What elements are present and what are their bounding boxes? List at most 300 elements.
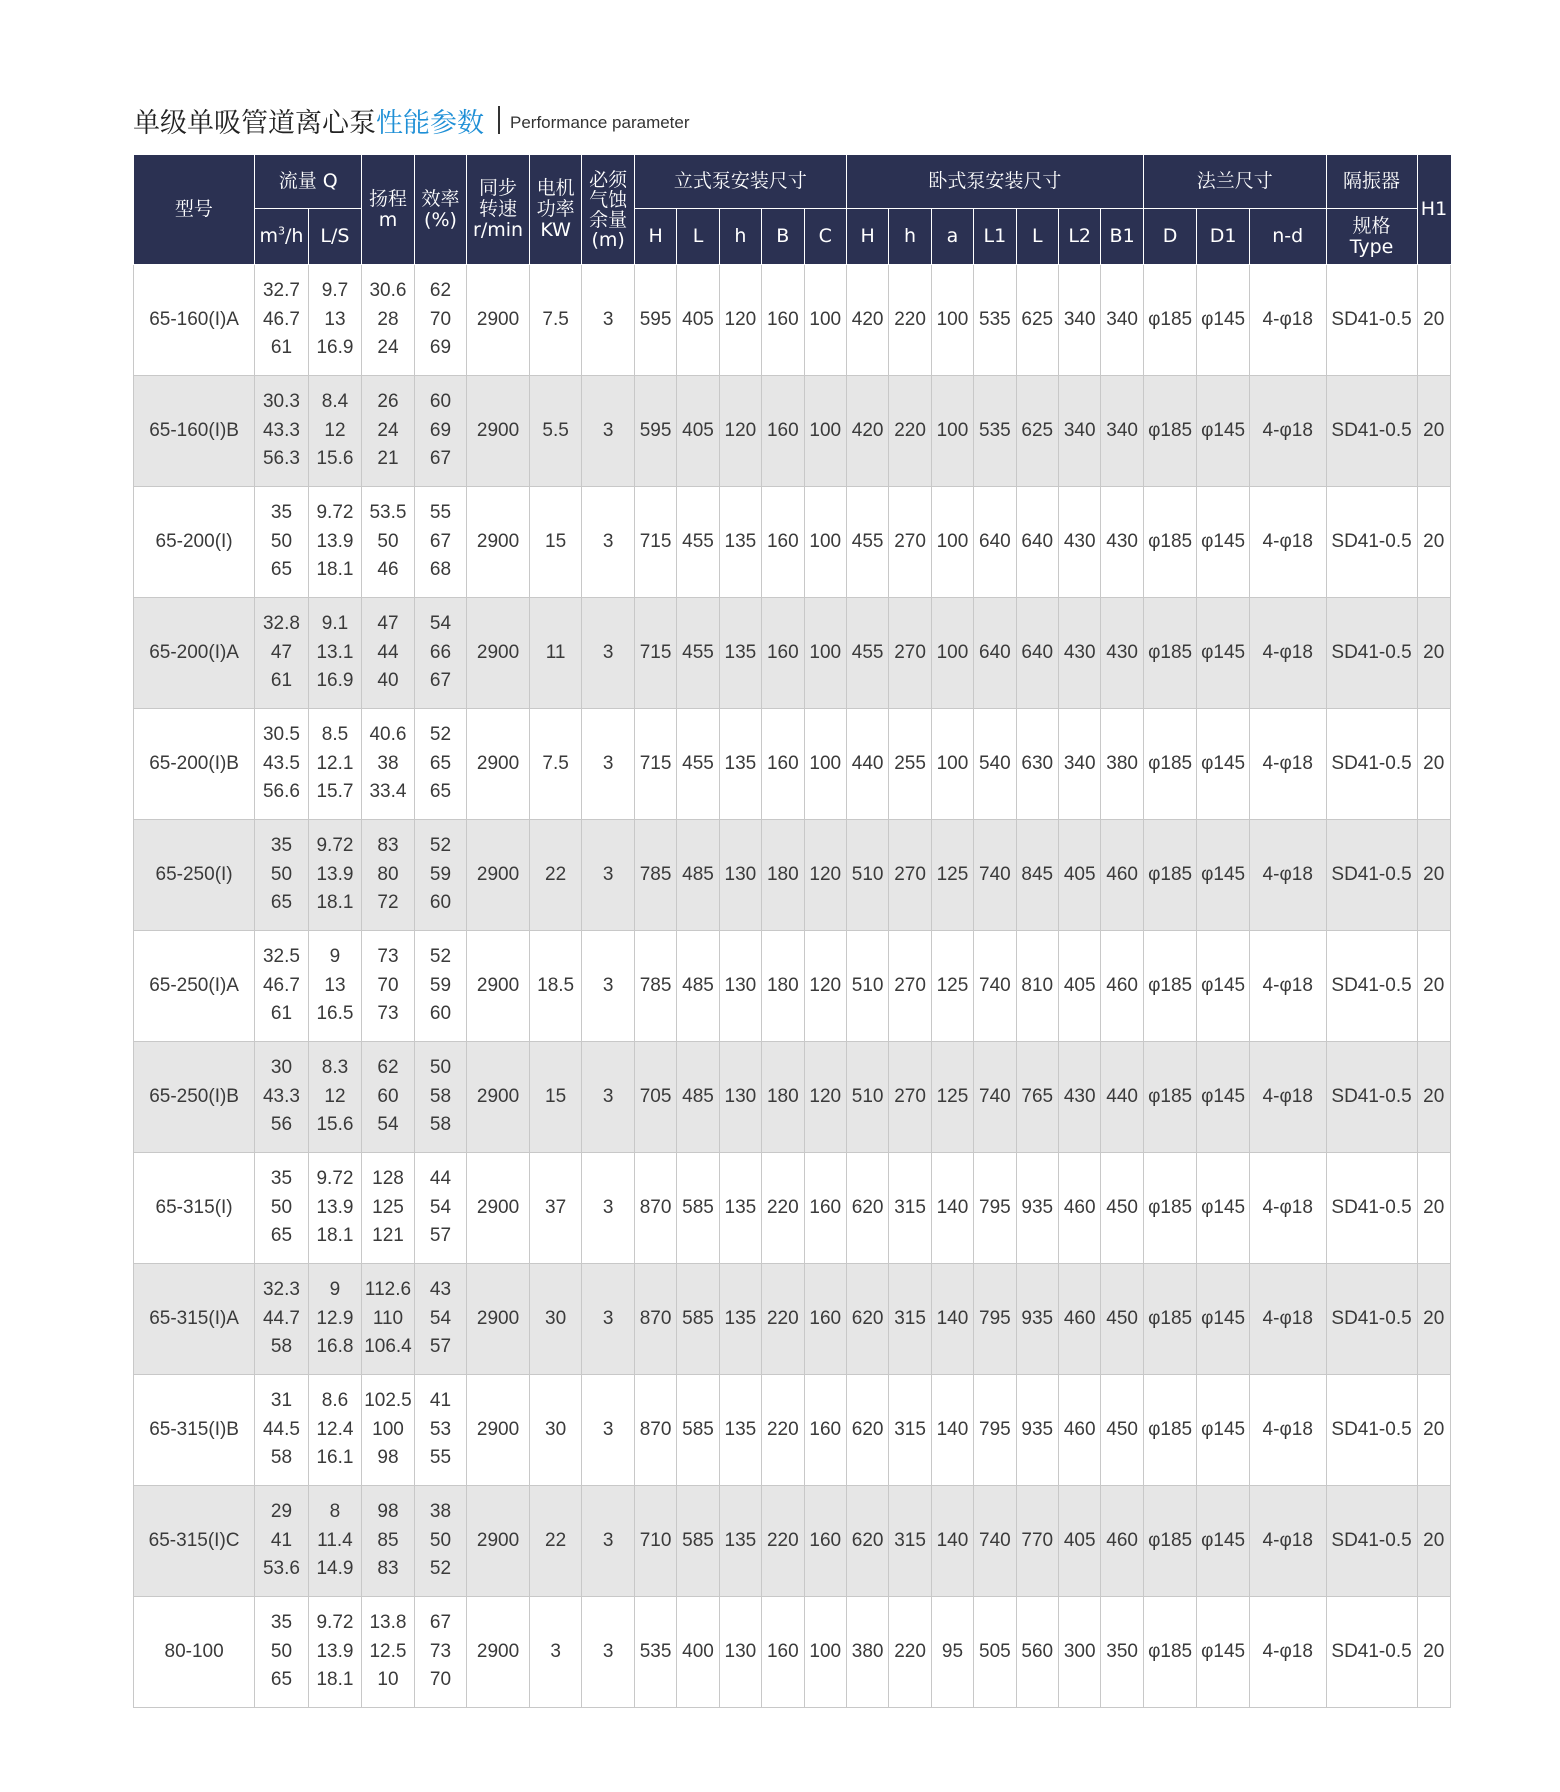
cell-efficiency [414,1153,467,1264]
cell-flange-dim: φ185 [1143,931,1197,1042]
cell-head-value: 50 [377,530,399,552]
cell-efficiency-value: 58 [429,1085,452,1107]
cell-vertical-dim: 455 [677,709,719,820]
cell-model: 65-315(I)C [134,1486,255,1597]
cell-npsh: 3 [582,1597,635,1708]
header-h-col: L [1016,209,1058,265]
cell-horizontal-dim: 620 [846,1486,888,1597]
cell-flow-ls [308,1486,362,1597]
header-isolator-type: 规格 Type [1326,209,1417,265]
cell-h1: 20 [1417,1264,1451,1375]
cell-horizontal-dim: 460 [1058,1375,1100,1486]
cell-horizontal-dim: 220 [889,265,931,376]
cell-flange-dim: 4-φ18 [1249,1153,1326,1264]
cell-horizontal-dim: 270 [889,820,931,931]
cell-npsh: 3 [582,1264,635,1375]
cell-h1: 20 [1417,1042,1451,1153]
cell-horizontal-dim: 640 [1016,598,1058,709]
cell-power: 30 [529,1375,582,1486]
cell-isolator: SD41-0.5 [1326,931,1417,1042]
cell-head-value: 40.6 [369,724,407,746]
cell-head [362,1264,415,1375]
cell-horizontal-dim: 100 [931,487,973,598]
cell-efficiency-value: 68 [429,559,452,581]
cell-flange-dim: φ145 [1197,1042,1250,1153]
cell-horizontal-dim: 440 [1101,1042,1143,1153]
cell-vertical-dim: 120 [804,1042,846,1153]
cell-npsh: 3 [582,598,635,709]
cell-vertical-dim: 485 [677,820,719,931]
cell-flange-dim: φ185 [1143,709,1197,820]
cell-model: 65-200(I)B [134,709,255,820]
cell-horizontal-dim: 630 [1016,709,1058,820]
cell-head-value: 24 [377,337,399,359]
cell-vertical-dim: 160 [762,376,804,487]
header-flow-ls: L/S [308,209,362,265]
cell-horizontal-dim: 315 [889,1264,931,1375]
cell-vertical-dim: 160 [762,598,804,709]
cell-horizontal-dim: 450 [1101,1264,1143,1375]
cell-model: 65-200(I)A [134,598,255,709]
cell-flow-m3h-value: 32.8 [262,613,300,635]
performance-table [133,155,1451,1708]
cell-horizontal-dim: 740 [974,1042,1016,1153]
cell-vertical-dim: 705 [634,1042,676,1153]
cell-power: 30 [529,1264,582,1375]
header-v-col: L [677,209,719,265]
cell-speed: 2900 [467,820,530,931]
cell-flange-dim: φ145 [1197,1597,1250,1708]
cell-efficiency-value: 65 [429,781,452,803]
cell-efficiency-value: 52 [429,1558,452,1580]
cell-h1: 20 [1417,1597,1451,1708]
cell-efficiency-value: 52 [429,724,452,746]
cell-power: 15 [529,487,582,598]
cell-vertical-dim: 100 [804,709,846,820]
cell-efficiency-value: 50 [429,1057,452,1079]
cell-head [362,1597,415,1708]
cell-head-value: 80 [377,863,399,885]
cell-head-value: 73 [377,946,399,968]
cell-flow-m3h-value: 53.6 [262,1558,300,1580]
cell-vertical-dim: 120 [804,931,846,1042]
cell-flow-m3h-value: 50 [270,1196,293,1218]
cell-vertical-dim: 130 [719,1042,761,1153]
cell-head-value: 62 [377,1057,399,1079]
cell-flange-dim: φ185 [1143,1486,1197,1597]
cell-npsh: 3 [582,1486,635,1597]
cell-speed: 2900 [467,265,530,376]
cell-head-value: 128 [372,1168,404,1190]
cell-h1: 20 [1417,1375,1451,1486]
cell-flange-dim: 4-φ18 [1249,487,1326,598]
cell-flow-m3h-value: 44.5 [262,1418,300,1440]
cell-horizontal-dim: 95 [931,1597,973,1708]
cell-flow-ls-value: 9.72 [316,1168,354,1190]
cell-flow-ls-value: 8.5 [321,724,349,746]
cell-horizontal-dim: 460 [1058,1153,1100,1264]
header-h-col: a [931,209,973,265]
cell-efficiency-value: 57 [429,1336,452,1358]
cell-vertical-dim: 220 [762,1264,804,1375]
cell-vertical-dim: 220 [762,1486,804,1597]
cell-efficiency [414,1042,467,1153]
cell-flow-m3h [255,1042,309,1153]
cell-efficiency-value: 50 [429,1529,452,1551]
cell-speed: 2900 [467,1486,530,1597]
cell-head-value: 83 [377,1558,399,1580]
cell-power: 22 [529,1486,582,1597]
cell-vertical-dim: 485 [677,931,719,1042]
cell-horizontal-dim: 125 [931,931,973,1042]
cell-flow-m3h-value: 65 [270,892,293,914]
cell-flow-m3h [255,1153,309,1264]
table-row [134,598,1451,709]
cell-horizontal-dim: 935 [1016,1375,1058,1486]
cell-h1: 20 [1417,1153,1451,1264]
cell-horizontal-dim: 420 [846,376,888,487]
cell-flange-dim: φ145 [1197,1486,1250,1597]
cell-efficiency-value: 55 [429,502,452,524]
table-row [134,931,1451,1042]
cell-flange-dim: φ185 [1143,1375,1197,1486]
cell-isolator: SD41-0.5 [1326,265,1417,376]
cell-efficiency-value: 55 [429,1447,452,1469]
cell-vertical-dim: 160 [804,1264,846,1375]
cell-flange-dim: φ185 [1143,376,1197,487]
cell-head-value: 26 [377,391,399,413]
cell-head [362,709,415,820]
cell-flow-m3h-value: 31 [270,1390,293,1412]
cell-head-value: 53.5 [369,502,407,524]
header-head: 扬程 m [362,155,415,265]
cell-vertical-dim: 710 [634,1486,676,1597]
cell-vertical-dim: 595 [634,265,676,376]
cell-flow-m3h-value: 32.3 [262,1279,300,1301]
cell-vertical-dim: 585 [677,1375,719,1486]
header-horizontal-dims: 卧式泵安装尺寸 [846,155,1143,209]
title-divider [498,106,500,134]
cell-vertical-dim: 180 [762,931,804,1042]
cell-vertical-dim: 135 [719,1153,761,1264]
cell-flange-dim: φ185 [1143,1153,1197,1264]
cell-efficiency-value: 60 [429,1003,452,1025]
cell-flange-dim: 4-φ18 [1249,820,1326,931]
cell-vertical-dim: 135 [719,709,761,820]
cell-speed: 2900 [467,598,530,709]
cell-efficiency-value: 59 [429,974,452,996]
cell-horizontal-dim: 430 [1058,487,1100,598]
cell-horizontal-dim: 510 [846,931,888,1042]
cell-flow-ls-value: 9.72 [316,835,354,857]
cell-vertical-dim: 535 [634,1597,676,1708]
cell-head-value: 73 [377,1003,399,1025]
cell-horizontal-dim: 795 [974,1264,1016,1375]
cell-flow-ls [308,820,362,931]
cell-head [362,820,415,931]
cell-vertical-dim: 405 [677,376,719,487]
cell-head-value: 100 [372,1418,404,1440]
cell-flow-ls-value: 16.9 [316,670,354,692]
cell-head-value: 28 [377,308,399,330]
cell-vertical-dim: 400 [677,1597,719,1708]
table-row [134,1597,1451,1708]
cell-vertical-dim: 870 [634,1375,676,1486]
cell-flow-m3h-value: 29 [270,1501,293,1523]
cell-flange-dim: φ145 [1197,931,1250,1042]
cell-efficiency-value: 44 [429,1168,452,1190]
table-row [134,1153,1451,1264]
header-v-col: C [804,209,846,265]
cell-horizontal-dim: 640 [974,598,1016,709]
cell-head-value: 13.8 [369,1612,407,1634]
cell-horizontal-dim: 430 [1058,1042,1100,1153]
cell-efficiency-value: 67 [429,530,452,552]
header-flow-m3h: $m^3/h$ [255,209,309,265]
cell-head-value: 70 [377,974,399,996]
cell-flow-m3h [255,1486,309,1597]
cell-flow-m3h-value: 46.7 [262,974,300,996]
cell-flow-m3h [255,487,309,598]
cell-flow-m3h-value: 35 [270,835,293,857]
cell-head-value: 40 [377,670,399,692]
cell-efficiency [414,1597,467,1708]
header-npsh: 必须 气蚀 余量 (m) [582,155,635,265]
header-model: 型号 [134,155,255,265]
cell-flange-dim: φ145 [1197,709,1250,820]
cell-horizontal-dim: 140 [931,1486,973,1597]
cell-horizontal-dim: 125 [931,820,973,931]
cell-flange-dim: 4-φ18 [1249,1375,1326,1486]
cell-npsh: 3 [582,1375,635,1486]
cell-vertical-dim: 785 [634,820,676,931]
cell-flow-m3h-value: 41 [270,1529,293,1551]
cell-model: 65-200(I) [134,487,255,598]
cell-power: 3 [529,1597,582,1708]
cell-horizontal-dim: 450 [1101,1153,1143,1264]
cell-flow-ls-value: 11.4 [317,1529,353,1551]
cell-efficiency-value: 53 [429,1418,452,1440]
cell-efficiency-value: 60 [429,892,452,914]
cell-head [362,1375,415,1486]
cell-efficiency-value: 54 [429,1196,452,1218]
header-h1: H1 [1417,155,1451,265]
cell-flow-ls [308,1042,362,1153]
page-title [133,100,690,140]
cell-speed: 2900 [467,376,530,487]
cell-flow-m3h-value: 30 [270,1057,293,1079]
cell-vertical-dim: 180 [762,820,804,931]
cell-flange-dim: 4-φ18 [1249,265,1326,376]
cell-isolator: SD41-0.5 [1326,820,1417,931]
cell-flow-ls-value: 9 [329,1279,341,1301]
cell-horizontal-dim: 535 [974,265,1016,376]
cell-horizontal-dim: 270 [889,598,931,709]
cell-flow-ls-value: 13.9 [316,1196,354,1218]
cell-head-value: 98 [377,1501,399,1523]
cell-horizontal-dim: 255 [889,709,931,820]
cell-vertical-dim: 130 [719,1597,761,1708]
cell-horizontal-dim: 125 [931,1042,973,1153]
cell-horizontal-dim: 455 [846,598,888,709]
cell-head-value: 24 [377,419,399,441]
cell-efficiency-value: 54 [429,1307,452,1329]
cell-flow-ls-value: 16.9 [316,337,354,359]
cell-horizontal-dim: 270 [889,487,931,598]
cell-horizontal-dim: 795 [974,1375,1016,1486]
cell-vertical-dim: 585 [677,1153,719,1264]
cell-flow-m3h-value: 43.3 [262,419,300,441]
cell-horizontal-dim: 100 [931,709,973,820]
cell-horizontal-dim: 560 [1016,1597,1058,1708]
cell-efficiency-value: 43 [429,1279,452,1301]
cell-vertical-dim: 135 [719,487,761,598]
cell-horizontal-dim: 405 [1058,1486,1100,1597]
header-h-col: L2 [1058,209,1100,265]
cell-speed: 2900 [467,1597,530,1708]
cell-horizontal-dim: 505 [974,1597,1016,1708]
cell-horizontal-dim: 770 [1016,1486,1058,1597]
cell-efficiency [414,487,467,598]
cell-horizontal-dim: 640 [1016,487,1058,598]
header-f-col: D1 [1197,209,1250,265]
header-v-col: B [762,209,804,265]
cell-flow-m3h [255,709,309,820]
cell-head-value: 106.4 [364,1336,412,1358]
cell-head [362,1486,415,1597]
cell-npsh: 3 [582,487,635,598]
cell-horizontal-dim: 510 [846,820,888,931]
cell-efficiency [414,1375,467,1486]
cell-model: 65-315(I)A [134,1264,255,1375]
cell-flow-ls-value: 13 [324,308,346,330]
cell-flow-ls-value: 9.1 [321,613,349,635]
cell-flow-m3h-value: 65 [270,1669,293,1691]
cell-flow-m3h-value: 35 [270,502,293,524]
cell-efficiency-value: 58 [429,1114,452,1136]
cell-head [362,487,415,598]
header-speed: 同步 转速 r/min [467,155,530,265]
cell-vertical-dim: 715 [634,709,676,820]
cell-efficiency-value: 69 [429,419,452,441]
cell-efficiency-value: 62 [429,280,452,302]
cell-vertical-dim: 785 [634,931,676,1042]
cell-flow-ls-value: 13.1 [316,641,354,663]
cell-horizontal-dim: 740 [974,931,1016,1042]
cell-flow-ls-value: 15.6 [316,1114,354,1136]
cell-head-value: 98 [377,1447,399,1469]
cell-isolator: SD41-0.5 [1326,1486,1417,1597]
cell-horizontal-dim: 350 [1101,1597,1143,1708]
cell-flow-ls-value: 12.1 [316,752,354,774]
cell-flow-ls [308,1597,362,1708]
cell-head-value: 121 [372,1225,404,1247]
cell-flow-ls-value: 12.9 [316,1307,354,1329]
cell-h1: 20 [1417,1486,1451,1597]
cell-flow-ls-value: 18.1 [316,559,354,581]
header-h-col: h [889,209,931,265]
cell-vertical-dim: 100 [804,265,846,376]
cell-power: 7.5 [529,265,582,376]
cell-horizontal-dim: 765 [1016,1042,1058,1153]
cell-efficiency-value: 38 [429,1501,452,1523]
cell-power: 7.5 [529,709,582,820]
cell-flange-dim: φ185 [1143,487,1197,598]
cell-head-value: 33.4 [369,781,407,803]
cell-flow-ls-value: 13.9 [316,1640,354,1662]
cell-flow-m3h [255,1375,309,1486]
cell-efficiency [414,709,467,820]
table-row [134,709,1451,820]
cell-vertical-dim: 135 [719,598,761,709]
cell-flow-m3h-value: 56 [270,1114,293,1136]
cell-horizontal-dim: 270 [889,931,931,1042]
cell-vertical-dim: 455 [677,598,719,709]
cell-horizontal-dim: 845 [1016,820,1058,931]
cell-flange-dim: φ145 [1197,820,1250,931]
cell-h1: 20 [1417,265,1451,376]
cell-flow-ls [308,265,362,376]
cell-h1: 20 [1417,709,1451,820]
cell-head [362,1042,415,1153]
cell-flow-m3h [255,931,309,1042]
cell-speed: 2900 [467,1264,530,1375]
cell-flange-dim: 4-φ18 [1249,1264,1326,1375]
cell-head-value: 85 [377,1529,399,1551]
cell-power: 22 [529,820,582,931]
cell-flow-ls [308,1264,362,1375]
cell-vertical-dim: 595 [634,376,676,487]
table-row [134,376,1451,487]
cell-head [362,376,415,487]
cell-flow-ls-value: 12.4 [316,1418,354,1440]
cell-horizontal-dim: 380 [846,1597,888,1708]
cell-flange-dim: φ145 [1197,598,1250,709]
cell-flange-dim: φ145 [1197,1264,1250,1375]
cell-horizontal-dim: 430 [1101,487,1143,598]
cell-horizontal-dim: 450 [1101,1375,1143,1486]
cell-horizontal-dim: 315 [889,1486,931,1597]
cell-horizontal-dim: 460 [1101,820,1143,931]
cell-horizontal-dim: 300 [1058,1597,1100,1708]
cell-flow-m3h-value: 56.3 [262,448,300,470]
cell-vertical-dim: 585 [677,1486,719,1597]
cell-head-value: 21 [377,448,399,470]
cell-horizontal-dim: 340 [1058,709,1100,820]
cell-flange-dim: φ185 [1143,598,1197,709]
cell-flow-m3h-value: 50 [270,863,293,885]
header-h-col: L1 [974,209,1016,265]
cell-model: 65-160(I)B [134,376,255,487]
cell-head-value: 54 [377,1114,399,1136]
cell-flange-dim: φ145 [1197,265,1250,376]
cell-vertical-dim: 120 [719,376,761,487]
cell-efficiency [414,1486,467,1597]
cell-head-value: 44 [377,641,399,663]
cell-model: 65-315(I)B [134,1375,255,1486]
cell-efficiency-value: 41 [429,1390,452,1412]
cell-vertical-dim: 160 [804,1153,846,1264]
cell-vertical-dim: 100 [804,487,846,598]
cell-npsh: 3 [582,709,635,820]
cell-vertical-dim: 100 [804,376,846,487]
cell-vertical-dim: 715 [634,598,676,709]
cell-horizontal-dim: 140 [931,1375,973,1486]
cell-flow-m3h [255,265,309,376]
cell-head-value: 110 [372,1307,404,1329]
cell-flow-m3h [255,1597,309,1708]
cell-power: 37 [529,1153,582,1264]
